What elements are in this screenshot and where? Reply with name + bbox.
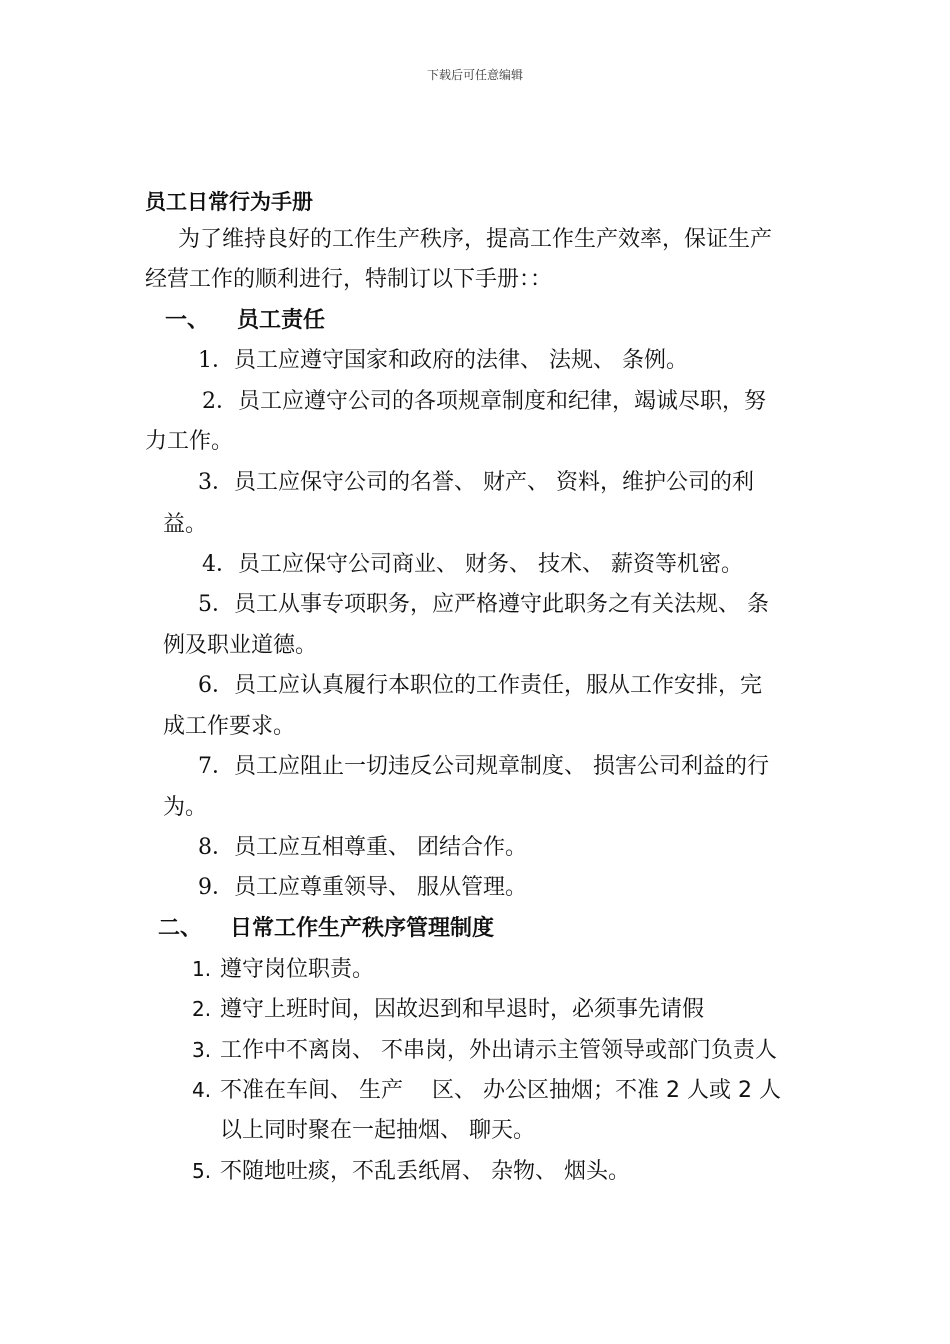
list-item-number: 1. (192, 957, 212, 981)
list-item-number: 3． (198, 470, 234, 495)
list-item-text: 员工应遵守公司的各项规章制度和纪律，竭诚尽职，努 (238, 389, 767, 414)
list-item-number: 5. (192, 1159, 212, 1183)
section-2-title: 日常工作生产秩序管理制度 (230, 916, 495, 941)
list-item-text: 员工应保守公司的名誉、 财产、 资料，维护公司的利 (234, 470, 754, 495)
list-item-continuation: 以上同时聚在一起抽烟、 聊天。 (220, 1118, 535, 1143)
list-item-text: 员工应阻止一切违反公司规章制度、 损害公司利益的行 (234, 754, 769, 779)
list-item (198, 752, 769, 782)
list-item (198, 590, 769, 620)
section-2-heading (158, 914, 494, 944)
list-item-number: 7． (198, 754, 234, 779)
list-item-text: 员工应保守公司商业、 财务、 技术、 薪资等机密。 (238, 552, 743, 577)
list-item (192, 954, 374, 985)
list-item-text: 员工从事专项职务，应严格遵守此职务之有关法规、 条 (234, 592, 769, 617)
list-item-text: 遵守岗位职责。 (220, 957, 375, 982)
list-item-continuation: 为。 (163, 795, 208, 820)
section-1-title: 员工责任 (237, 308, 326, 333)
list-item (198, 468, 754, 498)
list-item-number: 9． (198, 875, 234, 900)
list-item-continuation: 成工作要求。 (163, 714, 296, 739)
list-item-number: 5． (198, 592, 234, 617)
list-item-continuation: 益。 (163, 512, 208, 537)
list-item (192, 1156, 630, 1187)
list-item-number: 4. (192, 1078, 212, 1102)
section-1-heading (165, 306, 325, 336)
intro-line-2: 经营工作的顺利进行，特制订以下手册：： (145, 267, 553, 292)
intro-line-1: 为了维持良好的工作生产秩序，提高工作生产效率，保证生产 (178, 227, 773, 252)
list-item-text: 遵守上班时间，因故迟到和早退时，必须事先请假 (220, 997, 705, 1022)
list-item-text: 员工应认真履行本职位的工作责任，服从工作安排，完 (234, 673, 763, 698)
list-item-number: 2． (202, 389, 238, 414)
list-item (192, 1035, 777, 1066)
list-item-text: 不随地吐痰，不乱丢纸屑、 杂物、 烟头。 (220, 1159, 630, 1184)
section-1-marker: 一、 (165, 308, 210, 333)
list-item (198, 873, 527, 903)
list-item (198, 671, 762, 701)
list-item-text: 员工应遵守国家和政府的法律、 法规、 条例。 (234, 348, 688, 373)
list-item-continuation: 力工作。 (145, 429, 234, 454)
list-item-text: 员工应互相尊重、 团结合作。 (234, 835, 527, 860)
list-item-text: 工作中不离岗、 不串岗，外出请示主管领导或部门负责人 (220, 1038, 777, 1063)
list-item (202, 550, 743, 580)
document-title: 员工日常行为手册 (145, 190, 313, 214)
list-item-number: 2. (192, 997, 212, 1021)
list-item-number: 1． (198, 348, 234, 373)
list-item-number: 3. (192, 1038, 212, 1062)
list-item-text: 员工应尊重领导、 服从管理。 (234, 875, 527, 900)
page-header-note: 下载后可任意编辑 (426, 68, 523, 82)
list-item-text: 不准在车间、 生产 区、 办公区抽烟；不准 2 人或 2 人 (220, 1078, 781, 1103)
section-2-marker: 二、 (158, 916, 203, 941)
list-item (202, 387, 766, 417)
list-item (192, 994, 704, 1025)
list-item (198, 346, 688, 376)
list-item-number: 4． (202, 552, 238, 577)
list-item (198, 833, 527, 863)
list-item (192, 1075, 781, 1106)
list-item-number: 6． (198, 673, 234, 698)
list-item-number: 8． (198, 835, 234, 860)
list-item-continuation: 例及职业道德。 (163, 633, 318, 658)
